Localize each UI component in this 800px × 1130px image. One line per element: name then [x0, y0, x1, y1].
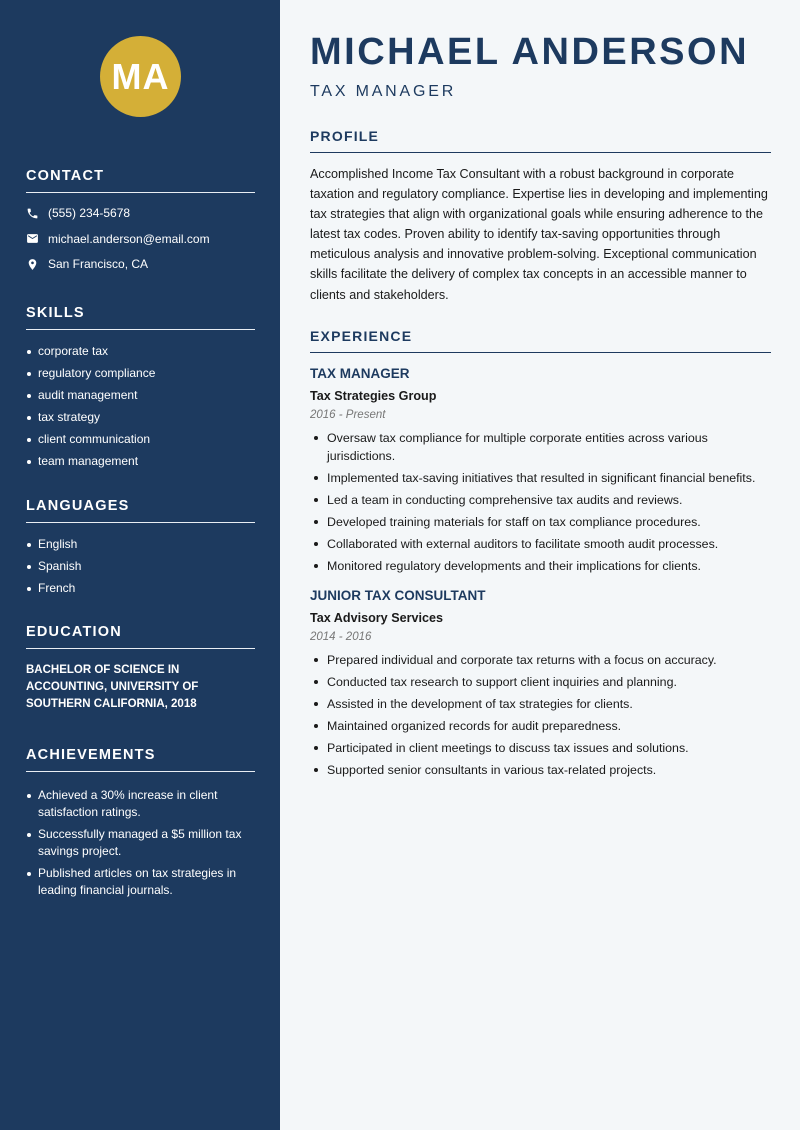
skills-section	[26, 305, 255, 475]
skill-item: team management	[26, 453, 255, 470]
achievement-item: Published articles on tax strategies in leading financial journals.	[26, 865, 255, 899]
languages-list	[26, 536, 255, 597]
email-text[interactable]: michael.anderson@email.com	[48, 231, 210, 246]
job-title-header: TAX MANAGER	[310, 83, 457, 100]
email-icon	[26, 232, 39, 245]
languages-heading: LANGUAGES	[26, 498, 255, 523]
experience-section	[310, 328, 771, 792]
phone-icon	[26, 207, 39, 220]
job-bullet: Assisted in the development of tax strategies for clients.	[310, 695, 771, 713]
job-bullet: Implemented tax-saving initiatives that resulted in significant financial benefits.	[310, 469, 771, 487]
experience-heading: EXPERIENCE	[310, 328, 771, 353]
job-company: Tax Strategies Group	[310, 389, 437, 403]
skill-item: client communication	[26, 431, 255, 448]
location-pin-icon	[26, 258, 39, 271]
job-company: Tax Advisory Services	[310, 611, 444, 625]
job-bullet: Monitored regulatory developments and their implications for clients.	[310, 557, 771, 575]
skill-item: audit management	[26, 387, 255, 404]
job-entry	[310, 366, 771, 575]
contact-phone	[26, 206, 255, 220]
job-bullet: Conducted tax research to support client inquiries and planning.	[310, 673, 771, 691]
location-text: San Francisco, CA	[48, 257, 149, 271]
phone-text[interactable]: (555) 234-5678	[48, 206, 131, 220]
job-bullet: Prepared individual and corporate tax returns with a focus on accuracy.	[310, 651, 771, 669]
skill-item: regulatory compliance	[26, 365, 255, 382]
sidebar	[0, 0, 280, 1130]
education-section	[26, 624, 255, 713]
job-bullet: Participated in client meetings to discuss tax issues and solutions.	[310, 739, 771, 757]
job-dates: 2016 - Present	[310, 409, 386, 421]
job-bullet: Supported senior consultants in various tax-related projects.	[310, 761, 771, 779]
achievements-heading: ACHIEVEMENTS	[26, 747, 255, 772]
profile-heading: PROFILE	[310, 128, 771, 153]
contact-section	[26, 168, 255, 283]
language-item: Spanish	[26, 558, 255, 575]
job-bullets	[310, 429, 771, 575]
job-bullet: Maintained organized records for audit preparedness.	[310, 717, 771, 735]
avatar: MA	[100, 36, 181, 117]
job-entry	[310, 588, 771, 779]
education-degree: BACHELOR OF SCIENCE IN ACCOUNTING, UNIVERSITY OF SOUTHERN CALIFORNIA, 2018	[26, 664, 199, 710]
languages-section	[26, 498, 255, 602]
language-item: French	[26, 580, 255, 597]
skill-item: tax strategy	[26, 409, 255, 426]
profile-text: Accomplished Income Tax Consultant with a robust background in corporate taxation and regulatory compliance. Expertise lies in developing and implementing tax strategies that align with organizational goals while ensuring adherence to the latest tax codes. Proven ability to identify tax-saving opportunities through meticulous analysis and innovative problem-solving. Exceptional communication skills facilitate the delivery of complex tax concepts in an accessible manner to clients and stakeholders.	[310, 167, 768, 302]
achievements-list	[26, 787, 255, 899]
skills-list	[26, 343, 255, 470]
job-title: JUNIOR TAX CONSULTANT	[310, 588, 486, 603]
profile-section	[310, 128, 771, 305]
contact-heading: CONTACT	[26, 168, 255, 193]
contact-email	[26, 232, 255, 246]
job-bullet: Led a team in conducting comprehensive tax audits and reviews.	[310, 491, 771, 509]
education-heading: EDUCATION	[26, 624, 255, 649]
job-bullet: Collaborated with external auditors to facilitate smooth audit processes.	[310, 535, 771, 553]
job-bullets	[310, 651, 771, 779]
job-bullet: Oversaw tax compliance for multiple corporate entities across various jurisdictions.	[310, 429, 771, 465]
achievement-item: Achieved a 30% increase in client satisfaction ratings.	[26, 787, 255, 821]
achievements-section	[26, 747, 255, 904]
job-title: TAX MANAGER	[310, 366, 410, 381]
job-dates: 2014 - 2016	[310, 631, 372, 643]
language-item: English	[26, 536, 255, 553]
contact-location	[26, 257, 255, 271]
achievement-item: Successfully managed a $5 million tax savings project.	[26, 826, 255, 860]
job-bullet: Developed training materials for staff on tax compliance procedures.	[310, 513, 771, 531]
page-title: MICHAEL ANDERSON	[310, 31, 750, 73]
skill-item: corporate tax	[26, 343, 255, 360]
skills-heading: SKILLS	[26, 305, 255, 330]
